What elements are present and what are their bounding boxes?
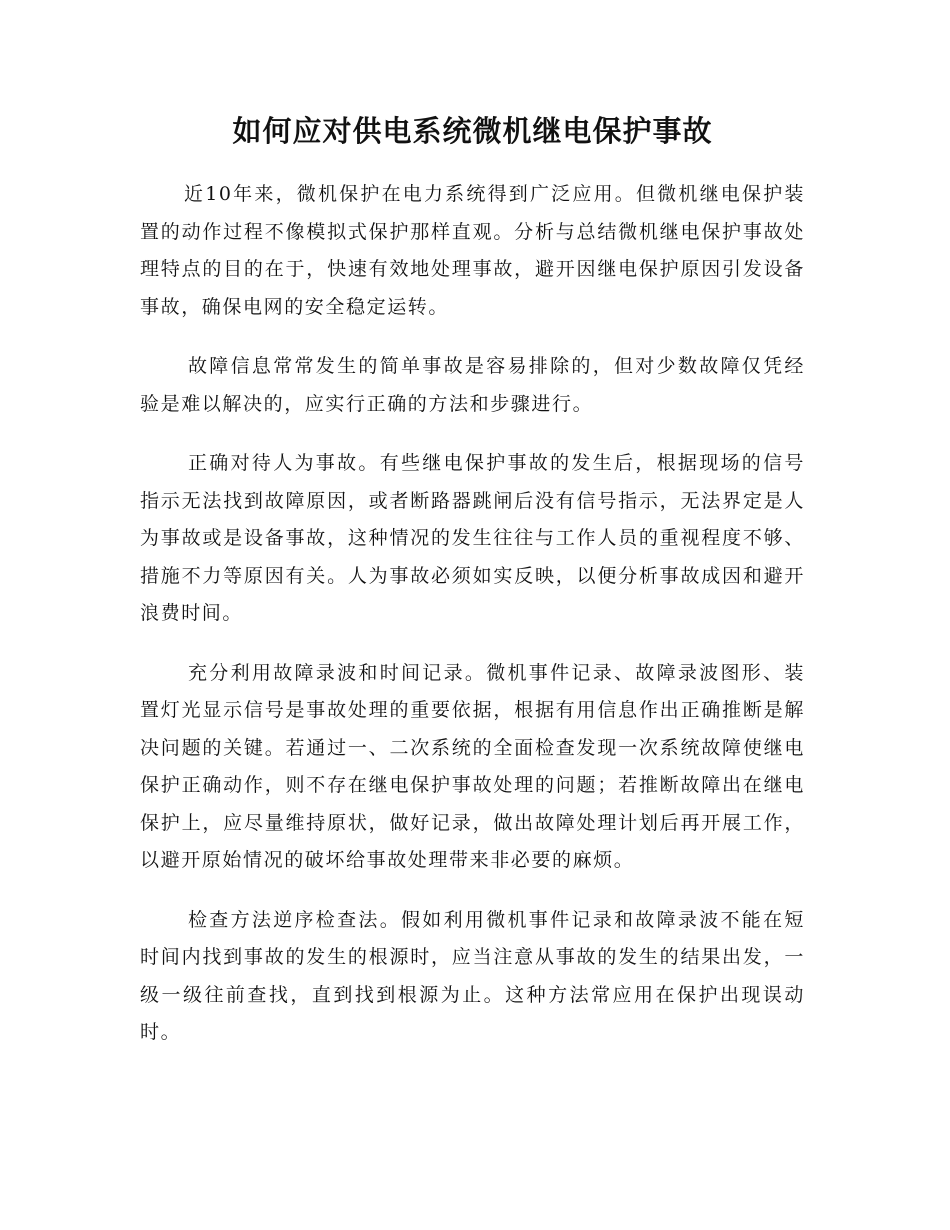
- paragraph-intro: 近10年来，微机保护在电力系统得到广泛应用。但微机继电保护装置的动作过程不像模拟式保护那样直观。分析与总结微机继电保护事故处理特点的目的在于，快速有效地处理事故，避开因继电保护原因引发设备事故，确保电网的安全稳定运转。: [140, 183, 805, 318]
- paragraph-fault-info: 故障信息常常发生的简单事故是容易排除的，但对少数故障仅凭经验是难以解决的，应实行正确的方法和步骤进行。: [140, 355, 805, 415]
- document-title: 如何应对供电系统微机继电保护事故: [232, 114, 713, 148]
- paragraph-fault-recording: 充分利用故障录波和时间记录。微机事件记录、故障录波图形、装置灯光显示信号是事故处理的重要依据，根据有用信息作出正确推断是解决问题的关键。若通过一、二次系统的全面检查发现一次系统故障使继电保护正确动作，则不存在继电保护事故处理的问题；若推断故障出在继电保护上，应尽量维持原状，做好记录，做出故障处理计划后再开展工作，以避开原始情况的破坏给事故处理带来非必要的麻烦。: [140, 661, 805, 871]
- paragraph-human-error: 正确对待人为事故。有些继电保护事故的发生后，根据现场的信号指示无法找到故障原因，或者断路器跳闸后没有信号指示，无法界定是人为事故或是设备事故，这种情况的发生往往与工作人员的重视程度不够、措施不力等原因有关。人为事故必须如实反映，以便分析事故成因和避开浪费时间。: [140, 452, 805, 624]
- document-page: [140, 108, 805, 1074]
- paragraph-reverse-check: 检查方法逆序检查法。假如利用微机事件记录和故障录波不能在短时间内找到事故的发生的根源时，应当注意从事故的发生的结果出发，一级一级往前查找，直到找到根源为止。这种方法常应用在保护出现误动时。: [140, 908, 805, 1043]
